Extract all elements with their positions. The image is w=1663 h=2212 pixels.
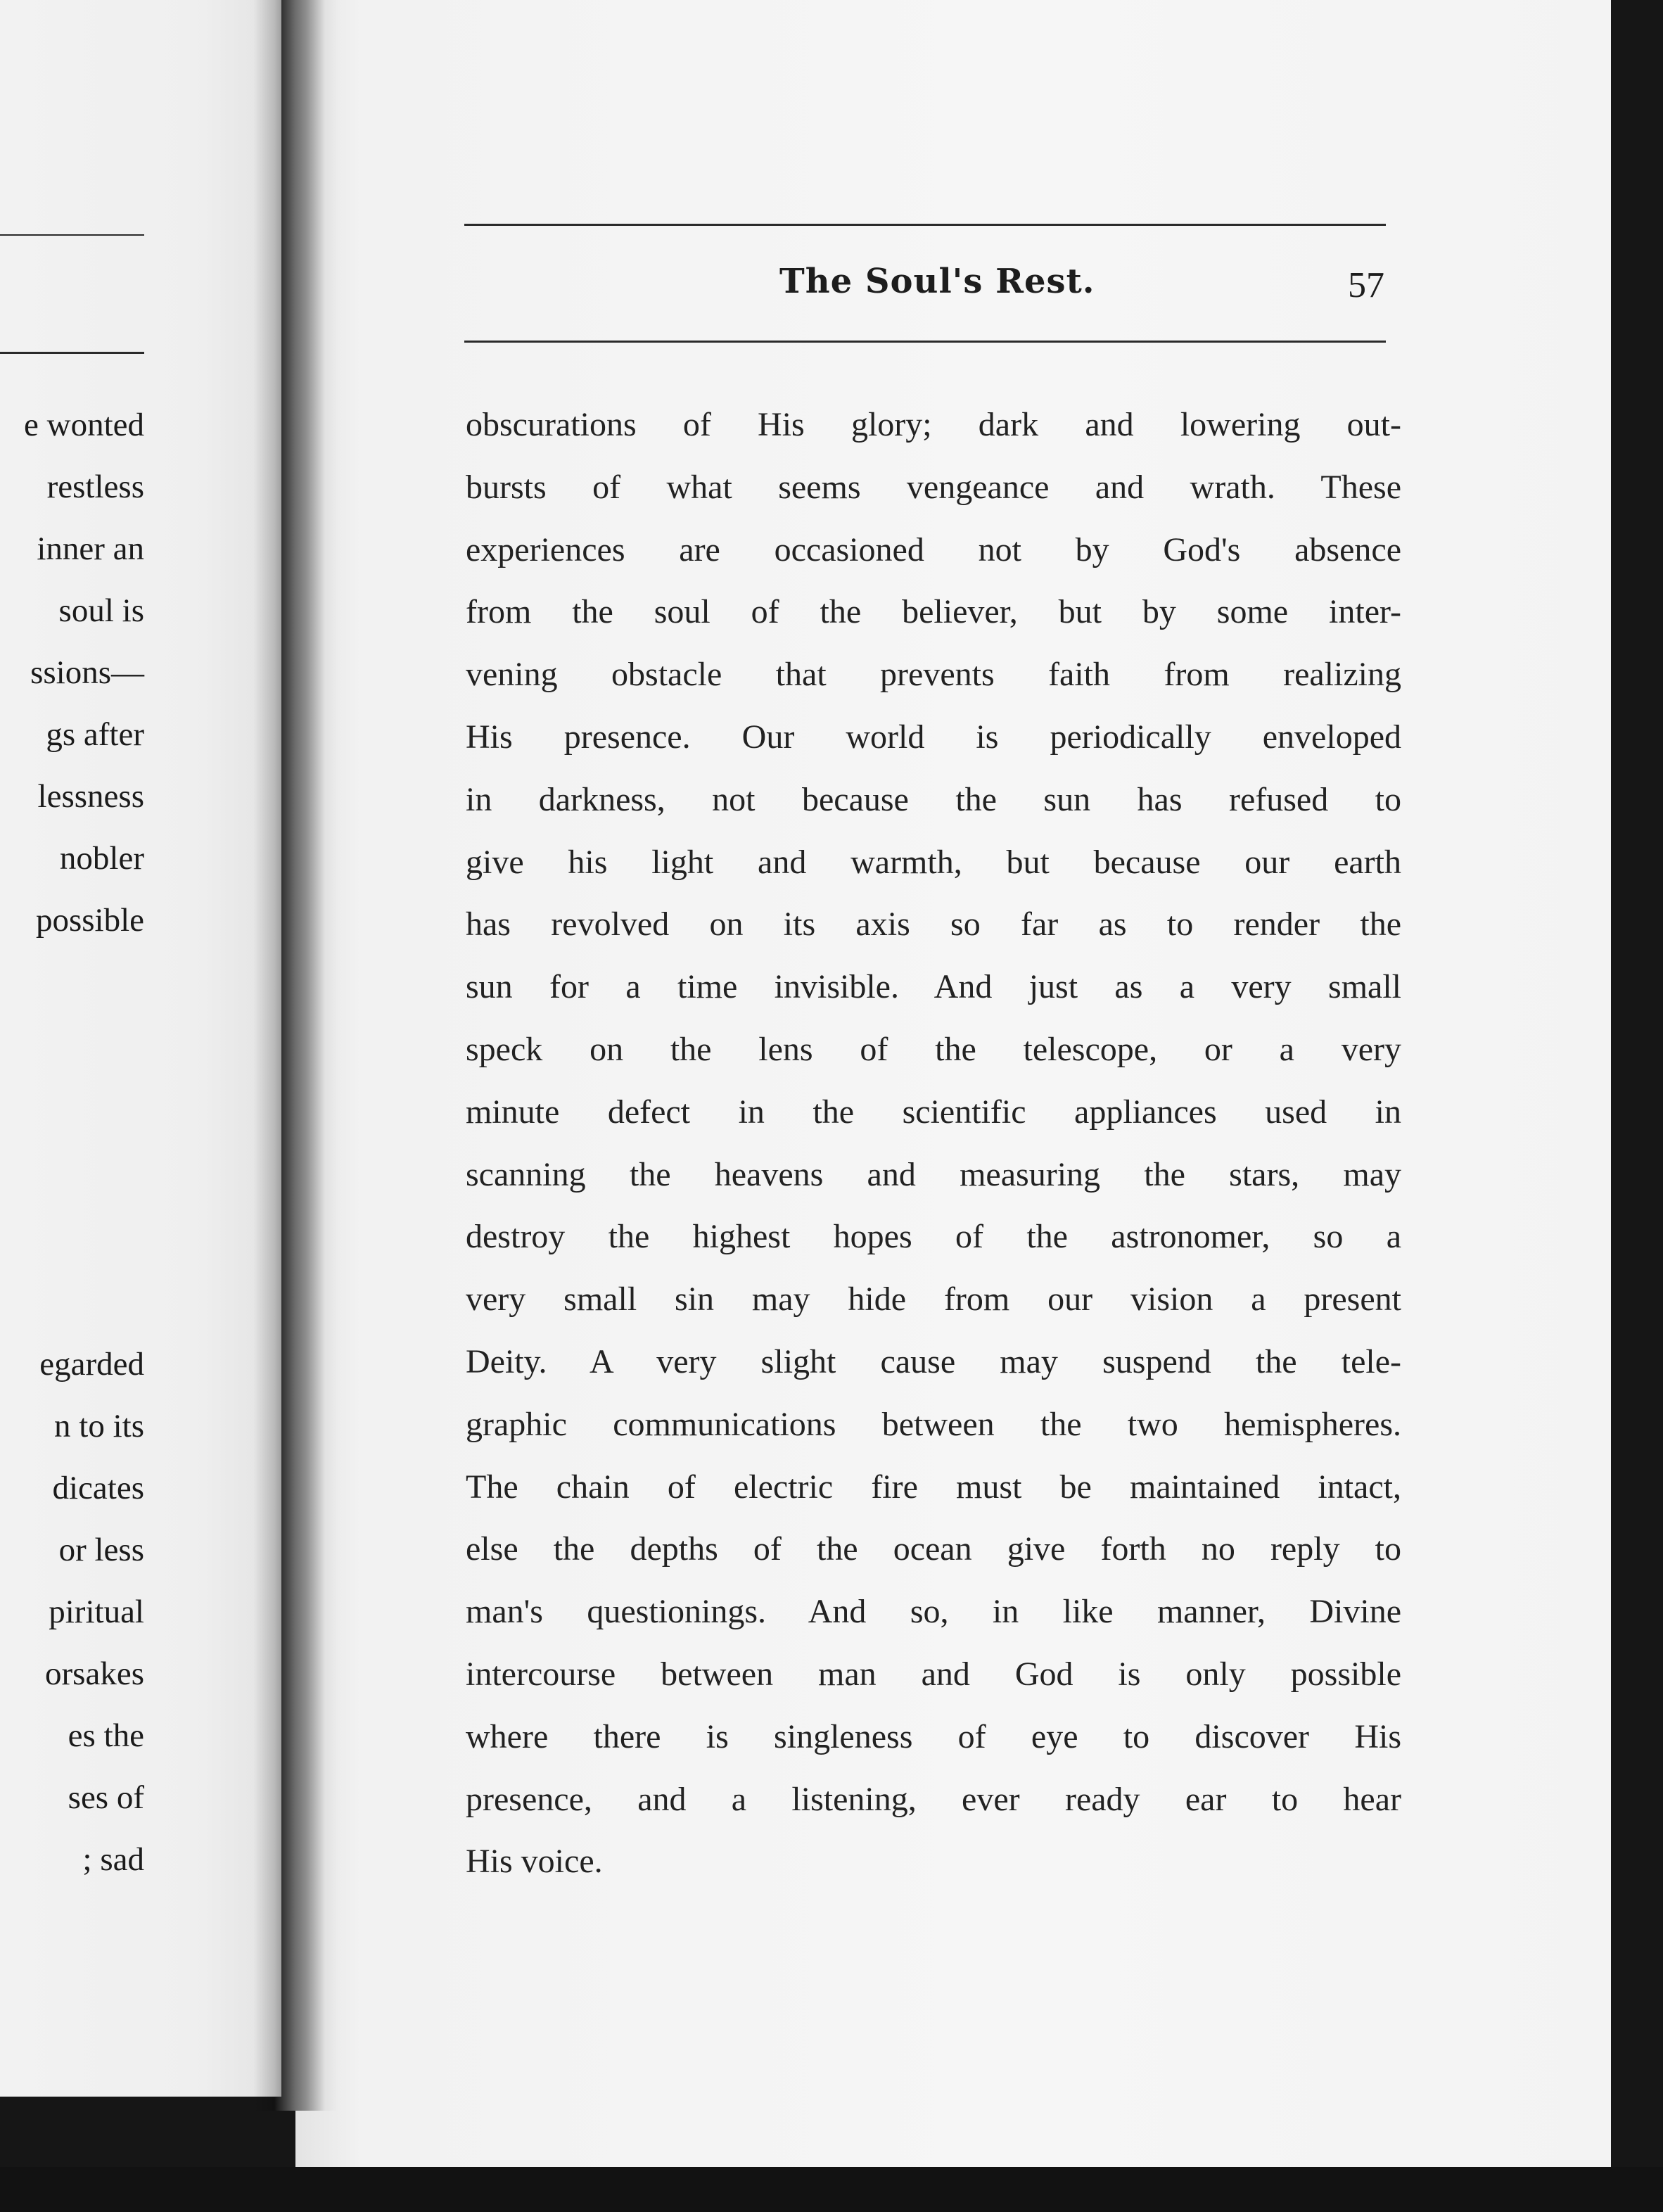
text-line: in darkness, not because the sun has refused to [466, 780, 1401, 818]
text-line: vening obstacle that prevents faith from realizing [466, 656, 1401, 694]
text-line: where there is singleness of eye to discover His [466, 1717, 1401, 1755]
page-number: 57 [1348, 265, 1384, 305]
left-fragment-line: ses of [68, 1779, 144, 1816]
text-line: sun for a time invisible. And just as a very small [466, 968, 1401, 1006]
running-head: The Soul's Rest. [779, 262, 1095, 301]
text-line: minute defect in the scientific appliances used in [466, 1093, 1401, 1131]
text-line: presence, and a listening, ever ready ear to hear [466, 1780, 1401, 1818]
text-line: scanning the heavens and measuring the stars, may [466, 1155, 1401, 1193]
left-fragment-line: orsakes [45, 1655, 144, 1692]
left-fragment-line: es the [68, 1717, 144, 1754]
text-line: has revolved on its axis so far as to render the [466, 905, 1401, 943]
scan-border-right [1611, 0, 1663, 2212]
book-gutter [253, 0, 338, 2111]
left-fragment-line: dicates [52, 1470, 144, 1506]
header-rule-top [464, 224, 1386, 226]
left-fragment-line: egarded [39, 1346, 144, 1382]
text-line: from the soul of the believer, but by some inter- [466, 593, 1401, 631]
text-line: speck on the lens of the telescope, or a very [466, 1030, 1401, 1068]
left-fragment-line: soul is [58, 592, 144, 629]
left-fragment-line: or less [58, 1532, 144, 1568]
text-line: obscurations of His glory; dark and lowering out- [466, 406, 1401, 443]
scan-border-bottom [0, 2167, 1663, 2212]
text-line: man's questionings. And so, in like manner, Divine [466, 1593, 1401, 1631]
left-fragment-line: n to its [54, 1408, 144, 1444]
left-fragment-line: piritual [49, 1594, 144, 1630]
text-line: Deity. A very slight cause may suspend the tele- [466, 1342, 1401, 1380]
header-rule-bottom [464, 341, 1386, 343]
left-fragment-line: nobler [59, 840, 144, 877]
left-page-lower-fragments [0, 1333, 144, 1890]
left-fragment-line: possible [35, 902, 144, 939]
text-line: experiences are occasioned not by God's absence [466, 530, 1401, 568]
left-header-rule-bottom [0, 352, 144, 354]
text-line: His voice. [466, 1843, 603, 1881]
left-fragment-line: e wonted [24, 407, 144, 443]
left-fragment-line: inner an [37, 530, 144, 567]
left-fragment-line: lessness [37, 778, 144, 815]
text-line: The chain of electric fire must be maintained intact, [466, 1468, 1401, 1506]
left-fragment-line: ssions— [30, 654, 144, 691]
left-fragment-line: restless [46, 469, 144, 505]
text-line: bursts of what seems vengeance and wrath. These [466, 468, 1401, 506]
left-page-upper-fragments [0, 394, 144, 951]
left-header-rule-top [0, 234, 144, 236]
text-line: very small sin may hide from our vision a present [466, 1280, 1401, 1318]
text-line: graphic communications between the two hemispheres. [466, 1405, 1401, 1443]
left-fragment-line: ; sad [82, 1841, 144, 1878]
text-line: destroy the highest hopes of the astronomer, so a [466, 1218, 1401, 1256]
left-fragment-line: gs after [46, 716, 144, 753]
text-line: else the depths of the ocean give forth no reply to [466, 1530, 1401, 1568]
text-line: intercourse between man and God is only possible [466, 1655, 1401, 1693]
text-line: His presence. Our world is periodically enveloped [466, 718, 1401, 756]
text-line: give his light and warmth, but because our earth [466, 843, 1401, 881]
body-paragraph [466, 394, 1401, 1893]
